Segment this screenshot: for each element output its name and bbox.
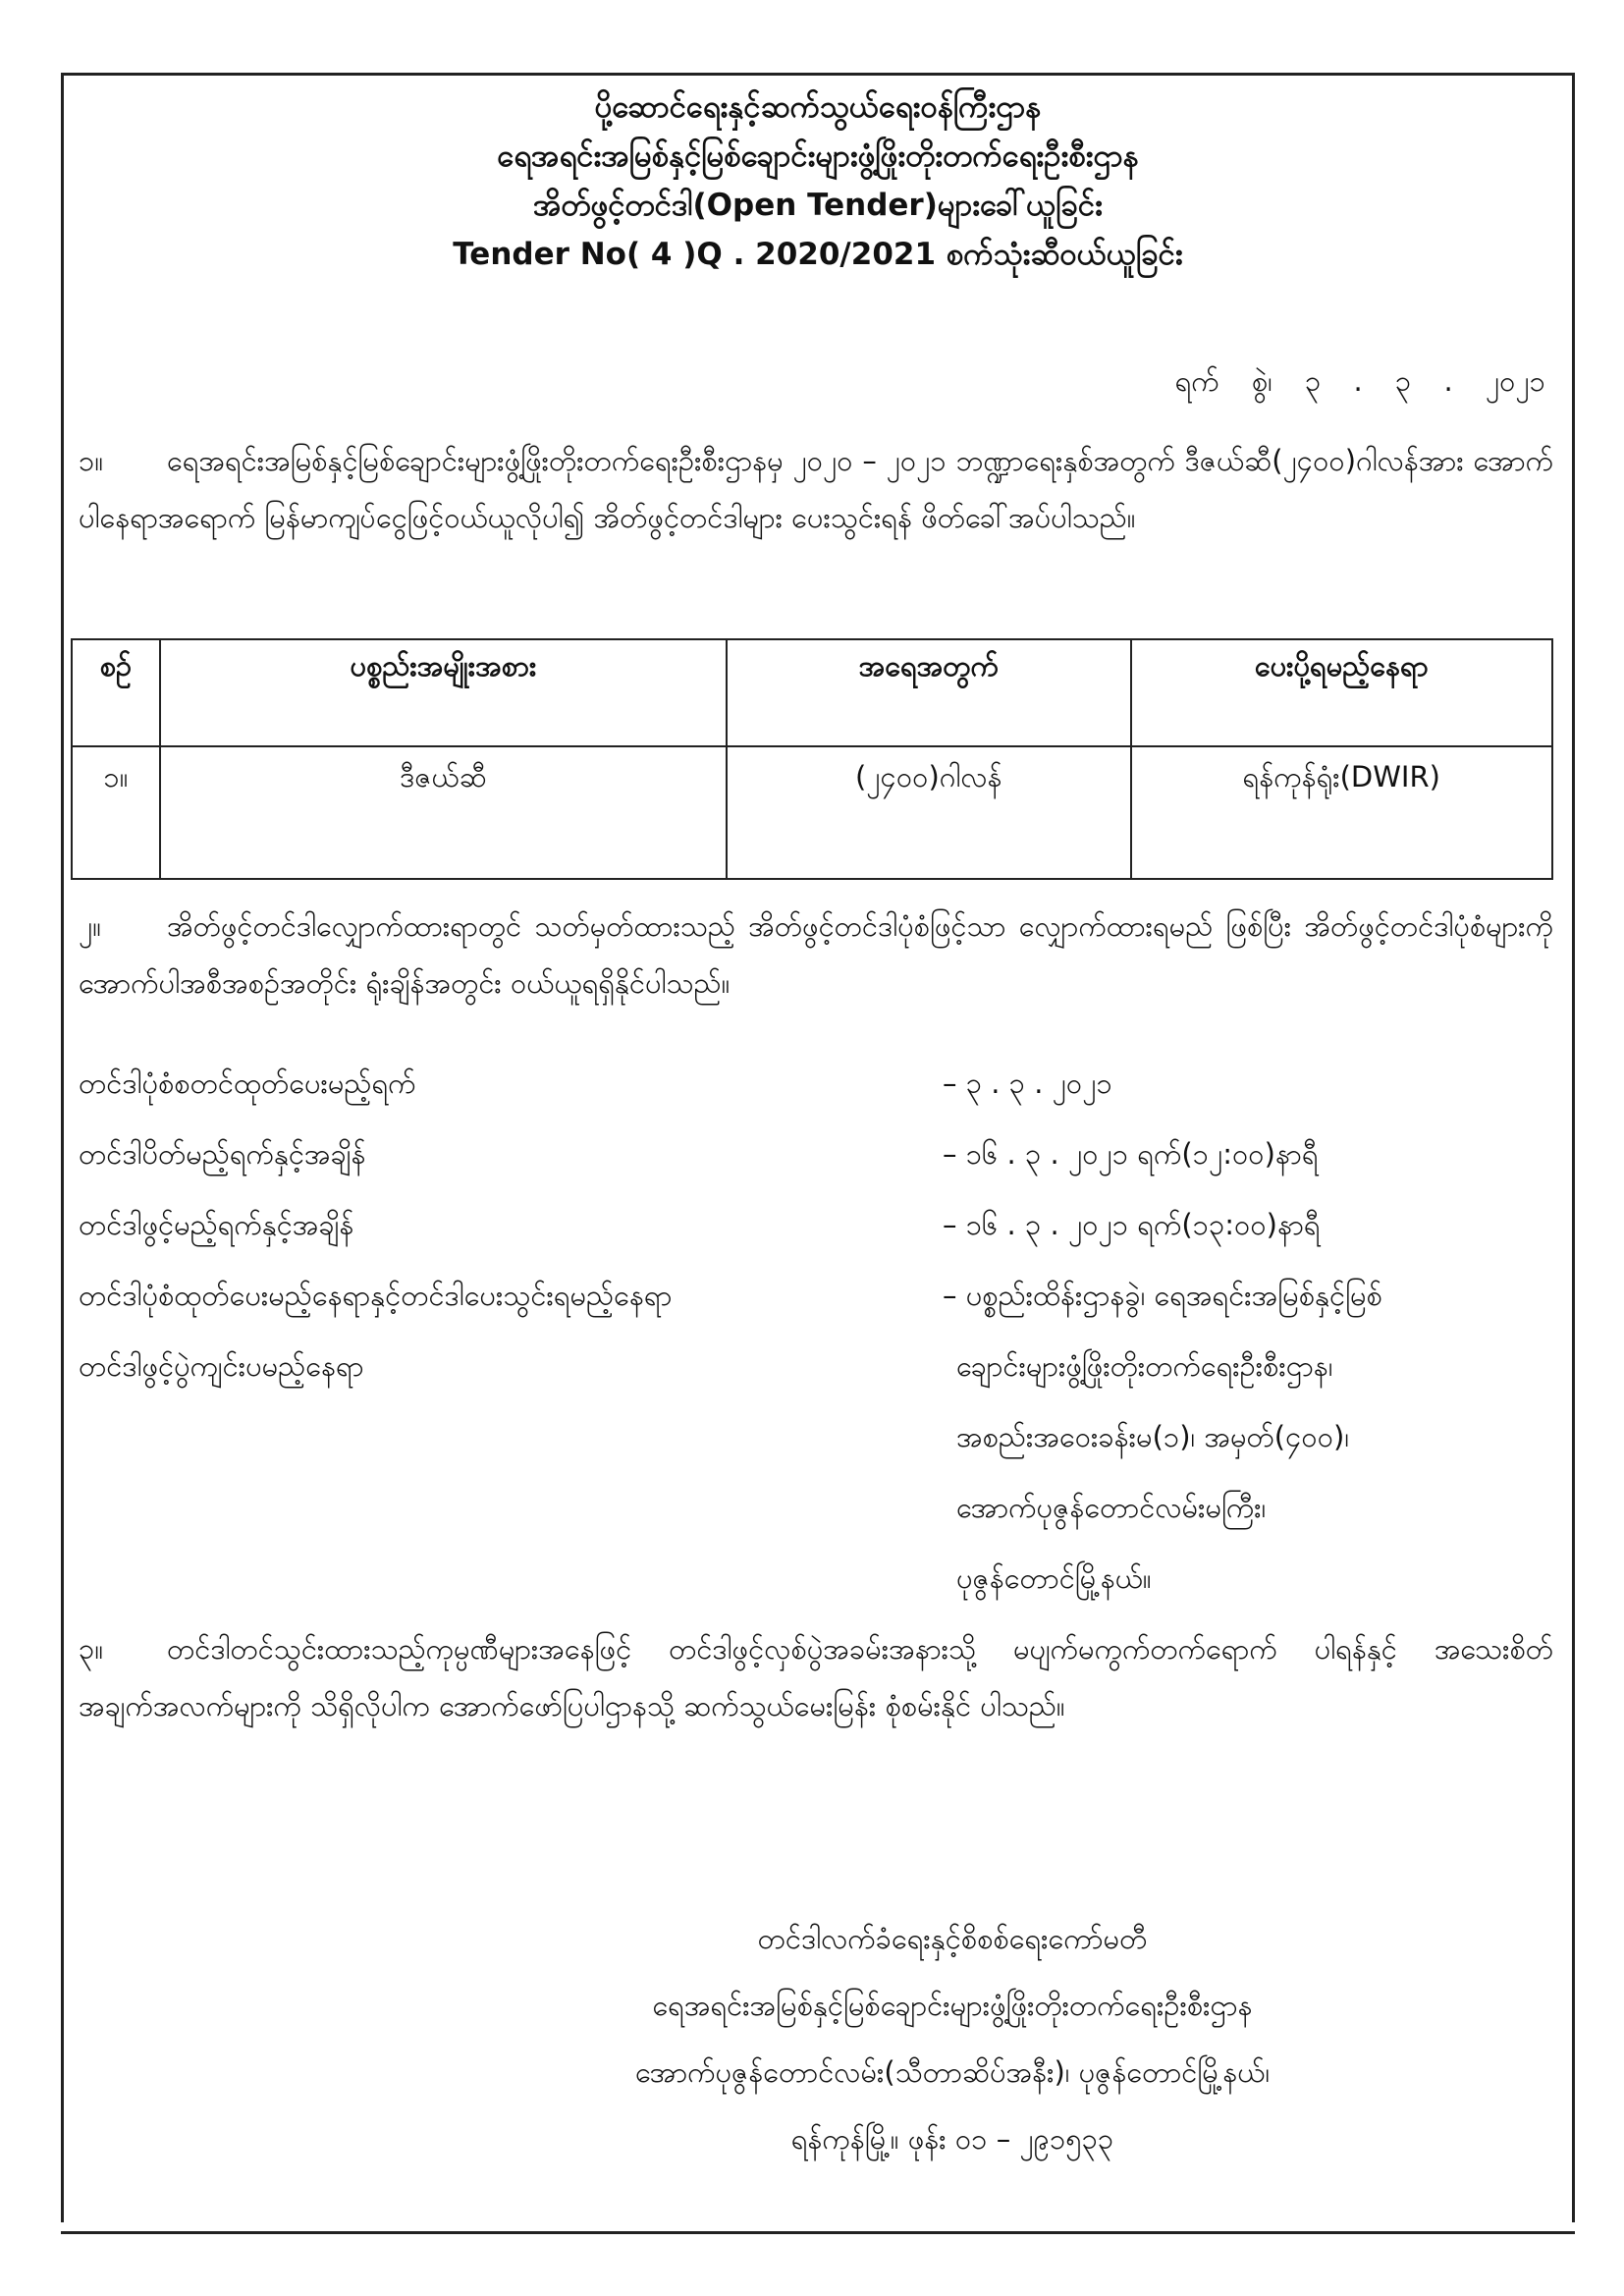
paragraph-3 xyxy=(79,1620,1553,1734)
document-header xyxy=(61,82,1575,279)
table-cell: ၁။ xyxy=(72,746,160,879)
schedule-value: – ၁၆ . ၃ . ၂၀၂၁ ရက်(၁၃:၀၀)နာရီ xyxy=(943,1207,1321,1241)
schedule-row xyxy=(79,1121,1553,1192)
paragraph-1 xyxy=(79,432,1553,546)
address-line: အစည်းအဝေးခန်းမ(၁)၊ အမှတ်(၄၀၀)၊ xyxy=(956,1419,1349,1453)
paragraph-2 xyxy=(79,898,1553,1011)
signature-block xyxy=(511,1905,1394,2172)
tender-number: Tender No( 4 )Q . 2020/2021 စက်သုံးဆီဝယ်ယူခြင်း xyxy=(453,237,1183,272)
table-row xyxy=(72,746,1552,879)
table-header: ပေးပို့ရမည့်နေရာ xyxy=(1131,639,1552,746)
schedule-label: တင်ဒါဖွင့်မည့်ရက်နှင့်အချိန် xyxy=(79,1207,354,1241)
table-cell: ရန်ကုန်ရုံး(DWIR) xyxy=(1131,746,1552,879)
department-name: ရေအရင်းအမြစ်နှင့်မြစ်ချောင်းများဖွံ့ဖြိုးတိုးတက်ရေးဦးစီးဌာန xyxy=(652,1989,1253,2022)
schedule-row xyxy=(79,1263,1553,1334)
schedule-label: တင်ဒါပုံစံထုတ်ပေးမည့်နေရာနှင့်တင်ဒါပေးသွင်းရမည့်နေရာ xyxy=(79,1278,673,1312)
schedule-row xyxy=(79,1051,1553,1121)
paragraph-text: ရေအရင်းအမြစ်နှင့်မြစ်ချောင်းများဖွံ့ဖြိုးတိုးတက်ရေးဦးစီးဌာနမှ ၂၀၂၀ – ၂၀၂၁ ဘဏ္ဍာရေးနှစ်အတွက် ဒီဇယ်ဆီ(၂၄၀၀)ဂါလန်အား အောက်ပါနေရာအရောက် မြန်မာကျပ်ငွေဖြင့်ဝယ်ယူလိုပါ၍ အိတ်ဖွင့်တင်ဒါများ ပေးသွင်းရန် ဖိတ်ခေါ်အပ်ပါသည်။ xyxy=(79,444,1553,534)
schedule-label: တင်ဒါဖွင့်ပွဲကျင်းပမည့်နေရာ xyxy=(79,1348,364,1383)
schedule-value: – ပစ္စည်းထိန်းဌာနခွဲ၊ ရေအရင်းအမြစ်နှင့်မြစ် xyxy=(943,1278,1382,1312)
schedule-list xyxy=(79,1051,1553,1616)
paragraph-text: တင်ဒါတင်သွင်းထားသည့်ကုမ္ပဏီများအနေဖြင့် တင်ဒါဖွင့်လှစ်ပွဲအခမ်းအနားသို့ မပျက်မကွက်တက်ရောက် ပါရန်နှင့် အသေးစိတ်အချက်အလက်များကို သိရှိလိုပါက အောက်ဖော်ပြပါဌာနသို့ ဆက်သွယ်မေးမြန်း စုံစမ်းနိုင် ပါသည်။ xyxy=(79,1632,1553,1722)
table-cell: (၂၄၀၀)ဂါလန် xyxy=(727,746,1131,879)
schedule-label: တင်ဒါပိတ်မည့်ရက်နှင့်အချိန် xyxy=(79,1136,366,1171)
table-header: စဉ် xyxy=(72,639,160,746)
contact-line: ရန်ကုန်မြို့။ ဖုန်း ၀၁ – ၂၉၁၅၃၃ xyxy=(790,2122,1114,2156)
items-table xyxy=(71,638,1553,880)
schedule-row xyxy=(79,1334,1553,1404)
schedule-row xyxy=(79,1192,1553,1263)
paragraph-number: ၂။ xyxy=(79,909,102,943)
address-line: ပုဇွန်တောင်မြို့နယ်။ xyxy=(956,1560,1152,1595)
address-line: အောက်ပုဇွန်တောင်လမ်း(သီတာဆိပ်အနီး)၊ ပုဇွန်တောင်မြို့နယ်၊ xyxy=(634,2055,1271,2089)
committee-name: တင်ဒါလက်ခံရေးနှင့်စိစစ်ရေးကော်မတီ xyxy=(757,1922,1148,1955)
notice-title: အိတ်ဖွင့်တင်ဒါ(Open Tender)များခေါ်ယူခြင်း xyxy=(533,188,1103,223)
schedule-value: – ၃ . ၃ . ၂၀၂၁ xyxy=(943,1066,1112,1100)
schedule-value: – ၁၆ . ၃ . ၂၀၂၁ ရက်(၁၂:၀၀)နာရီ xyxy=(943,1136,1319,1171)
paragraph-number: ၁။ xyxy=(79,444,104,477)
issue-date: ရက် စွဲ၊ ၃ . ၃ . ၂၀၂၁ xyxy=(1174,364,1545,398)
department-title: ရေအရင်းအမြစ်နှင့်မြစ်ချောင်းများဖွံ့ဖြိုးတိုးတက်ရေးဦးစီးဌာန xyxy=(497,138,1139,174)
schedule-value: ချောင်းများဖွံ့ဖြိုးတိုးတက်ရေးဦးစီးဌာန၊ xyxy=(956,1348,1333,1383)
table-cell: ဒီဇယ်ဆီ xyxy=(160,746,727,879)
ministry-title: ပို့ဆောင်ရေးနှင့်ဆက်သွယ်ရေးဝန်ကြီးဌာန xyxy=(594,89,1042,125)
paragraph-number: ၃။ xyxy=(79,1632,104,1666)
bottom-rule xyxy=(61,2231,1575,2234)
table-header: ပစ္စည်းအမျိုးအစား xyxy=(160,639,727,746)
table-header: အရေအတွက် xyxy=(727,639,1131,746)
table-header-row xyxy=(72,639,1552,746)
address-line: အောက်ပုဇွန်တောင်လမ်းမကြီး၊ xyxy=(956,1490,1267,1524)
paragraph-text: အိတ်ဖွင့်တင်ဒါလျှောက်ထားရာတွင် သတ်မှတ်ထားသည့် အိတ်ဖွင့်တင်ဒါပုံစံဖြင့်သာ လျှောက်ထားရမည် ဖြစ်ပြီး အိတ်ဖွင့်တင်ဒါပုံစံများကို အောက်ပါအစီအစဉ်အတိုင်း ရုံးချိန်အတွင်း ဝယ်ယူရရှိနိုင်ပါသည်။ xyxy=(79,909,1553,1000)
schedule-label: တင်ဒါပုံစံစတင်ထုတ်ပေးမည့်ရက် xyxy=(79,1066,416,1100)
